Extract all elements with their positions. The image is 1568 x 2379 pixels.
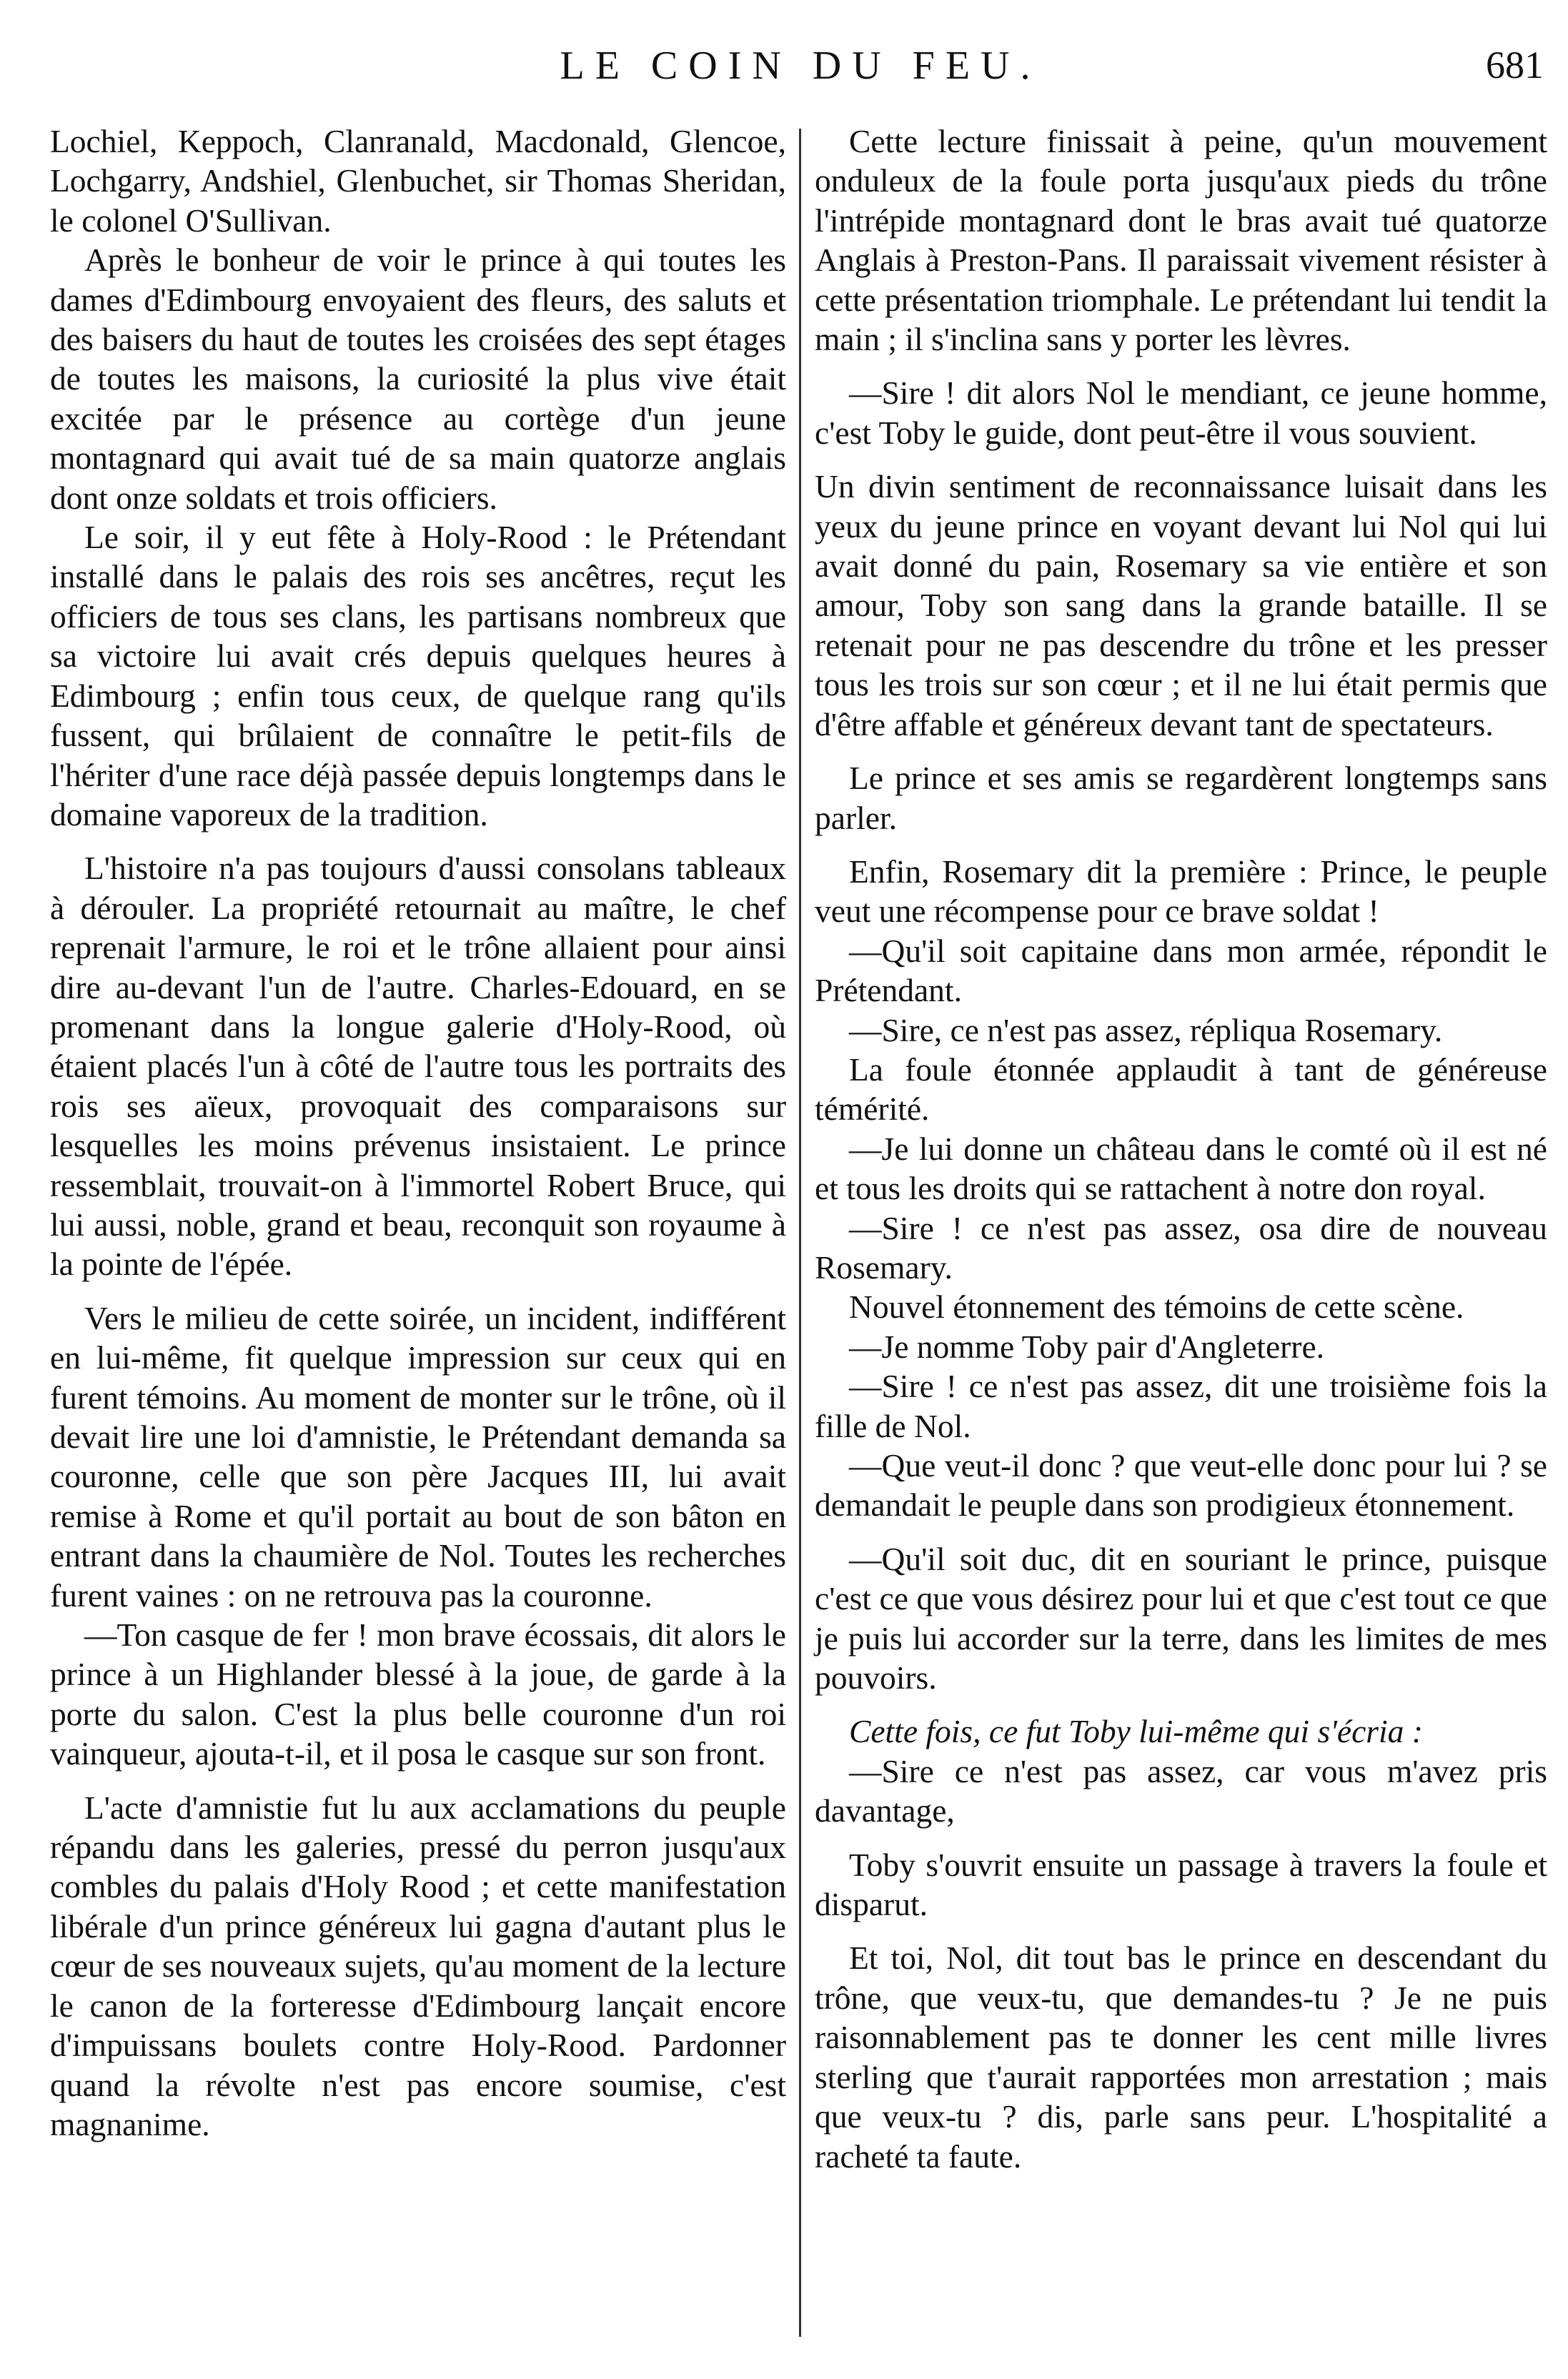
paragraph: Le soir, il y eut fête à Holy-Rood : le Prétendant installé dans le palais des rois ses ancêtres, reçut les officiers de tous ses clans, les partisans nombreux que sa victoire lui avait crés depuis quelques heures à Edimbourg ; enfin tous ceux, de quelque rang qu'ils fussent, qui brûlaient de connaître le petit-fils de l'hériter d'une race déjà passée depuis longtemps dans le domaine vaporeux de la tradition. — [50, 519, 786, 833]
paragraph: L'acte d'amnistie fut lu aux acclamations du peuple répandu dans les galeries, pressé du perron jusqu'aux combles du palais d'Holy Rood ; et cette manifestation libérale d'un prince généreux lui gagna d'autant plus le cœur de ses nouveaux sujets, qu'au moment de la lecture le canon de la forteresse d'Edimbourg lançait encore d'impuissans boulets contre Holy-Rood. Pardonner quand la révolte n'est pas encore soumise, c'est magnanime. — [50, 1789, 786, 2142]
paragraph: —Qu'il soit duc, dit en souriant le prince, puisque c'est ce que vous désirez pour lui et que c'est tout ce que je puis lui accorder sur la terre, dans les limites de mes pouvoirs. — [815, 1540, 1547, 1697]
paragraph: Après le bonheur de voir le prince à qui toutes les dames d'Edimbourg envoyaient des fleurs, des saluts et des baisers du haut de toutes les croisées des sept étages de toutes les maisons, la curiosité la plus vive était excitée par le présence au cortège d'un jeune montagnard qui avait tué de sa main quatorze anglais dont onze soldats et trois officiers. — [50, 242, 786, 516]
paragraph: —Sire ! dit alors Nol le mendiant, ce jeune homme, c'est Toby le guide, dont peut-être il vous souvient. — [815, 374, 1547, 451]
paragraph: Vers le milieu de cette soirée, un incident, indifférent en lui-même, fit quelque impression sur ceux qui en furent témoins. Au moment de monter sur le trône, où il devait lire une loi d'amnistie, le Prétendant demanda sa couronne, celle que son père Jacques III, lui avait remise à Rome et qu'il portait au bout de son bâton en entrant dans la chaumière de Nol. Toutes les recherches furent vaines : on ne retrouva pas la couronne. — [50, 1299, 786, 1614]
paragraph: —Je nomme Toby pair d'Angleterre. — [849, 1328, 1325, 1365]
paragraph: Cette lecture finissait à peine, qu'un mouvement onduleux de la foule porta jusqu'aux pieds du trône l'intrépide montagnard dont le bras avait tué quatorze Anglais à Preston-Pans. Il paraissait vivement résister à cette présentation triomphale. Le prétendant lui tendit la main ; il s'inclina sans y porter les lèvres. — [815, 123, 1547, 358]
right-column — [815, 121, 1547, 2176]
paragraph: Lochiel, Keppoch, Clanranald, Macdonald, Glencoe, Lochgarry, Andshiel, Glenbuchet, sir Thomas Sheridan, le colonel O'Sullivan. — [50, 123, 786, 239]
paragraph: La foule étonnée applaudit à tant de généreuse témérité. — [815, 1051, 1547, 1128]
paragraph: —Que veut-il donc ? que veut-elle donc pour lui ? se demandait le peuple dans son prodigieux étonnement. — [815, 1447, 1547, 1524]
paragraph: L'histoire n'a pas toujours d'aussi consolans tableaux à dérouler. La propriété retournait au maître, le chef reprenait l'armure, le roi et le trône allaient pour ainsi dire au-devant l'un de l'autre. Charles-Edouard, en se promenant dans la longue galerie d'Holy-Rood, où étaient placés l'un à côté de l'autre tous les portraits des rois ses aïeux, provoquait des comparaisons sur lesquelles les moins prévenus insistaient. Le prince ressemblait, trouvait-on à l'immortel Robert Bruce, qui lui aussi, noble, grand et beau, reconquit son royaume à la pointe de l'épée. — [50, 850, 786, 1283]
paragraph: Nouvel étonnement des témoins de cette scène. — [849, 1288, 1464, 1326]
paragraph: Enfin, Rosemary dit la première : Prince, le peuple veut une récompense pour ce brave soldat ! — [815, 853, 1547, 930]
left-column — [50, 121, 786, 2144]
running-title: LE COIN DU FEU. — [560, 44, 1041, 88]
paragraph: Et toi, Nol, dit tout bas le prince en descendant du trône, que veux-tu, que demandes-tu ? Je ne puis raisonnablement pas te donner les cent mille livres sterling que t'aurait rapportées mon arrestation ; mais que veux-tu ? dis, parle sans peur. L'hospitalité a racheté ta faute. — [815, 1940, 1547, 2175]
paragraph: Le prince et ses amis se regardèrent longtemps sans parler. — [815, 760, 1547, 836]
column-divider — [799, 129, 801, 2337]
paragraph: —Je lui donne un château dans le comté où il est né et tous les droits qui se rattachent à notre don royal. — [815, 1130, 1547, 1207]
page-number: 681 — [1486, 44, 1544, 86]
page-header — [57, 43, 1544, 107]
paragraph: Toby s'ouvrit ensuite un passage à travers la foule et disparut. — [815, 1846, 1547, 1923]
paragraph: —Qu'il soit capitaine dans mon armée, répondit le Prétendant. — [815, 932, 1547, 1009]
paragraph: —Ton casque de fer ! mon brave écossais, dit alors le prince à un Highlander blessé à la joue, de garde à la porte du salon. C'est la plus belle couronne d'un roi vainqueur, ajouta-t-il, et il posa le casque sur son front. — [50, 1616, 786, 1772]
paragraph: Cette fois, ce fut Toby lui-même qui s'écria : — [849, 1713, 1423, 1750]
paragraph: Un divin sentiment de reconnaissance luisait dans les yeux du jeune prince en voyant devant lui Nol qui lui avait donné du pain, Rosemary sa vie entière et son amour, Toby son sang dans la grande bataille. Il se retenait pour ne pas descendre du trône et les presser tous les trois sur son cœur ; et il ne lui était permis que d'être affable et généreux devant tant de spectateurs. — [815, 468, 1547, 742]
paragraph: —Sire ! ce n'est pas assez, osa dire de nouveau Rosemary. — [815, 1209, 1547, 1286]
paragraph: —Sire ce n'est pas assez, car vous m'avez pris davantage, — [815, 1752, 1547, 1829]
paragraph: —Sire ! ce n'est pas assez, dit une troisième fois la fille de Nol. — [815, 1368, 1547, 1444]
paragraph: —Sire, ce n'est pas assez, répliqua Rosemary. — [849, 1011, 1443, 1048]
